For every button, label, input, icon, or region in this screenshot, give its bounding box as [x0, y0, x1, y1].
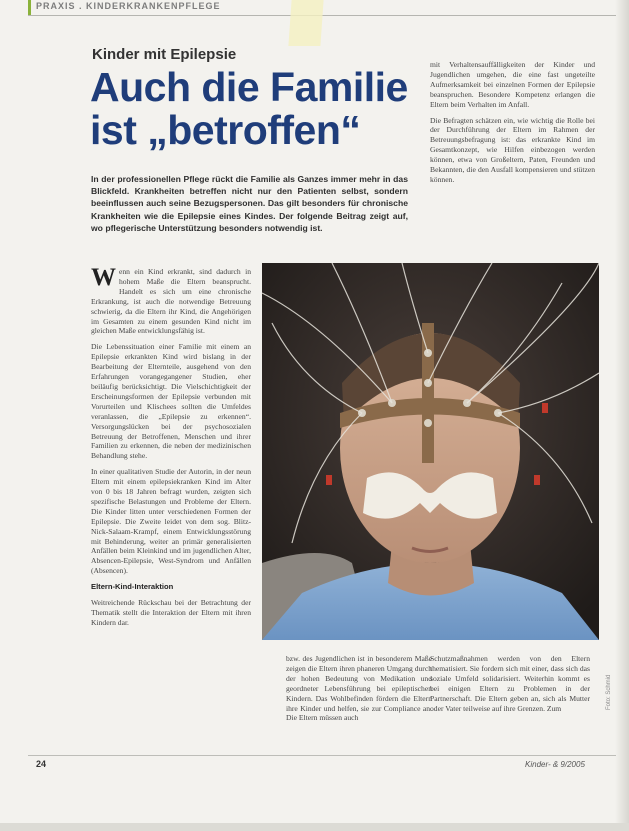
paragraph: bzw. des Jugendlichen ist in besonderem Maße zeigen die Eltern ihren phaneren Umgang durch der hohen Bedeutung von Medikation und geordneter Lebensführung bei epileptischen Kindern. Das Wohlbefinden fördern die Eltern ihre Kinder und helfen, sie zur Compliance an. Die Eltern müssen auch — [286, 654, 432, 723]
section-subhead: Eltern-Kind-Interaktion — [91, 582, 174, 592]
article-photo — [262, 263, 599, 640]
footer-rule — [28, 755, 616, 756]
photo-credit: Foto: Schmid — [606, 674, 612, 710]
article-kicker: Kinder mit Epilepsie — [92, 46, 237, 63]
page-bottom-edge — [0, 823, 629, 831]
paragraph: Weitreichende Rückschau bei der Betrachtung der Thematik stellt die Interaktion der Eltern mit ihren Kindern dar. — [91, 598, 251, 627]
column-bottom-middle — [286, 654, 432, 757]
eeg-child-photo — [262, 263, 599, 640]
article-lead: In der professionellen Pflege rückt die Familie als Ganzes immer mehr in das Blickfeld. Krankheiten betreffen nicht nur den Patienten selbst, sondern beeinflussen auch seine Bezugspersonen. Das gilt besonders für chronische Krankheiten wie die Epilepsie eines Kindes. Der folgende Beitrag zeigt auf, wo pflegerische Unterstützung besonders notwendig ist. — [91, 174, 408, 233]
paragraph: In einer qualitativen Studie der Autorin, in der neun Eltern mit einem epilepsiekranken Kind im Alter von 0 bis 18 Jahren befragt wurden, zeigten sich spezifische Belastungen und Probleme der Eltern. Die Kinder litten unter verschiedenen Formen der Epilepsie. Die Zweite leidet von dem sog. Blitz-Nick-Salaam-Krampf, einem Entwicklungsstörung mit Behinderung, weiter an primär generalisierten Anfällen beim Kleinkind und im jugendlichen Alter, Absencen-Epilepsie, West-Syndrom und Anfällen (Absencen). — [91, 467, 251, 576]
journal-issue: Kinder- & 9/2005 — [525, 760, 585, 769]
paragraph: Schutzmaßnahmen werden von den Eltern thematisiert. Sie fordern sich mit einer, dass sich das soziale Umfeld solidarisiert. Weiterhin kommt es bei einigen Eltern zu Problemen in der Partnerschaft. Die Eltern geben an, sich als Mutter oder Vater teilweise auf ihre Grenzen. Zum — [430, 654, 590, 713]
section-label: PRAXIS . KINDERKRANKENPFLEGE — [36, 1, 221, 11]
column-left — [91, 267, 251, 695]
paragraph: Die Lebenssituation einer Familie mit einem an Epilepsie erkrankten Kind wird bislang in der Bearbeitung der Elternteile, ausgehend von den Erfahrungen vorangegangener Studien, eher beiläufig berücksichtigt. Die Vielschichtigkeit der Erscheinungsformen der Epilepsie verbunden mit Vorurteilen und Klischees sollten die Umfeldes veranlassen, die „Epilepsie zu erkennen“. Versorgungslücken bei der psychosozialen Betreuung der Betroffenen, Menschen und ihrer Familien zu erkennen, die neben der medizinischen Behandlung stehe. — [91, 342, 251, 461]
drop-cap: W — [91, 267, 116, 291]
page-edge-shadow — [615, 0, 629, 831]
section-accent-mark — [28, 0, 31, 15]
paragraph — [91, 267, 251, 336]
column-bottom-right — [430, 654, 590, 757]
highlighter-mark — [288, 0, 323, 46]
paragraph: Die Befragten schätzen ein, wie wichtig die Rolle bei der Durchführung der Eltern im Rahmen der Betreuungsbefragung ist: das erkrankte Kind im Gesamtkonzept, wie Hilfen einbezogen werden können, etwa von Großeltern, Paten, Freunden und Bekannten, die den Ausfall kompensieren und stützen können. — [430, 115, 595, 184]
page-number: 24 — [36, 759, 47, 769]
article-title: Auch die Familie ist „betroffen“ — [90, 64, 408, 153]
paragraph-text: enn ein Kind erkrankt, sind dadurch in hohem Maße die Eltern beansprucht. Handelt es sich um eine chronische Erkrankung, ist auch die notwendige Betreuung schwierig, da die Eltern ihr Kind, die Angehörigen im Gesamten zu einem gesunden Kind nicht im gleichen Maße entwicklungsfähig ist. — [91, 267, 251, 336]
paragraph: mit Verhaltensauffälligkeiten der Kinder und Jugendlichen umgehen, die eine fast ungeteilte Aufmerksamkeit bei einzelnen Formen der Epilepsie beanspruchen. Besondere Kompetenz erlangen die Eltern beim Verhalten im Anfall. — [430, 60, 595, 109]
column-right-top — [430, 60, 595, 191]
